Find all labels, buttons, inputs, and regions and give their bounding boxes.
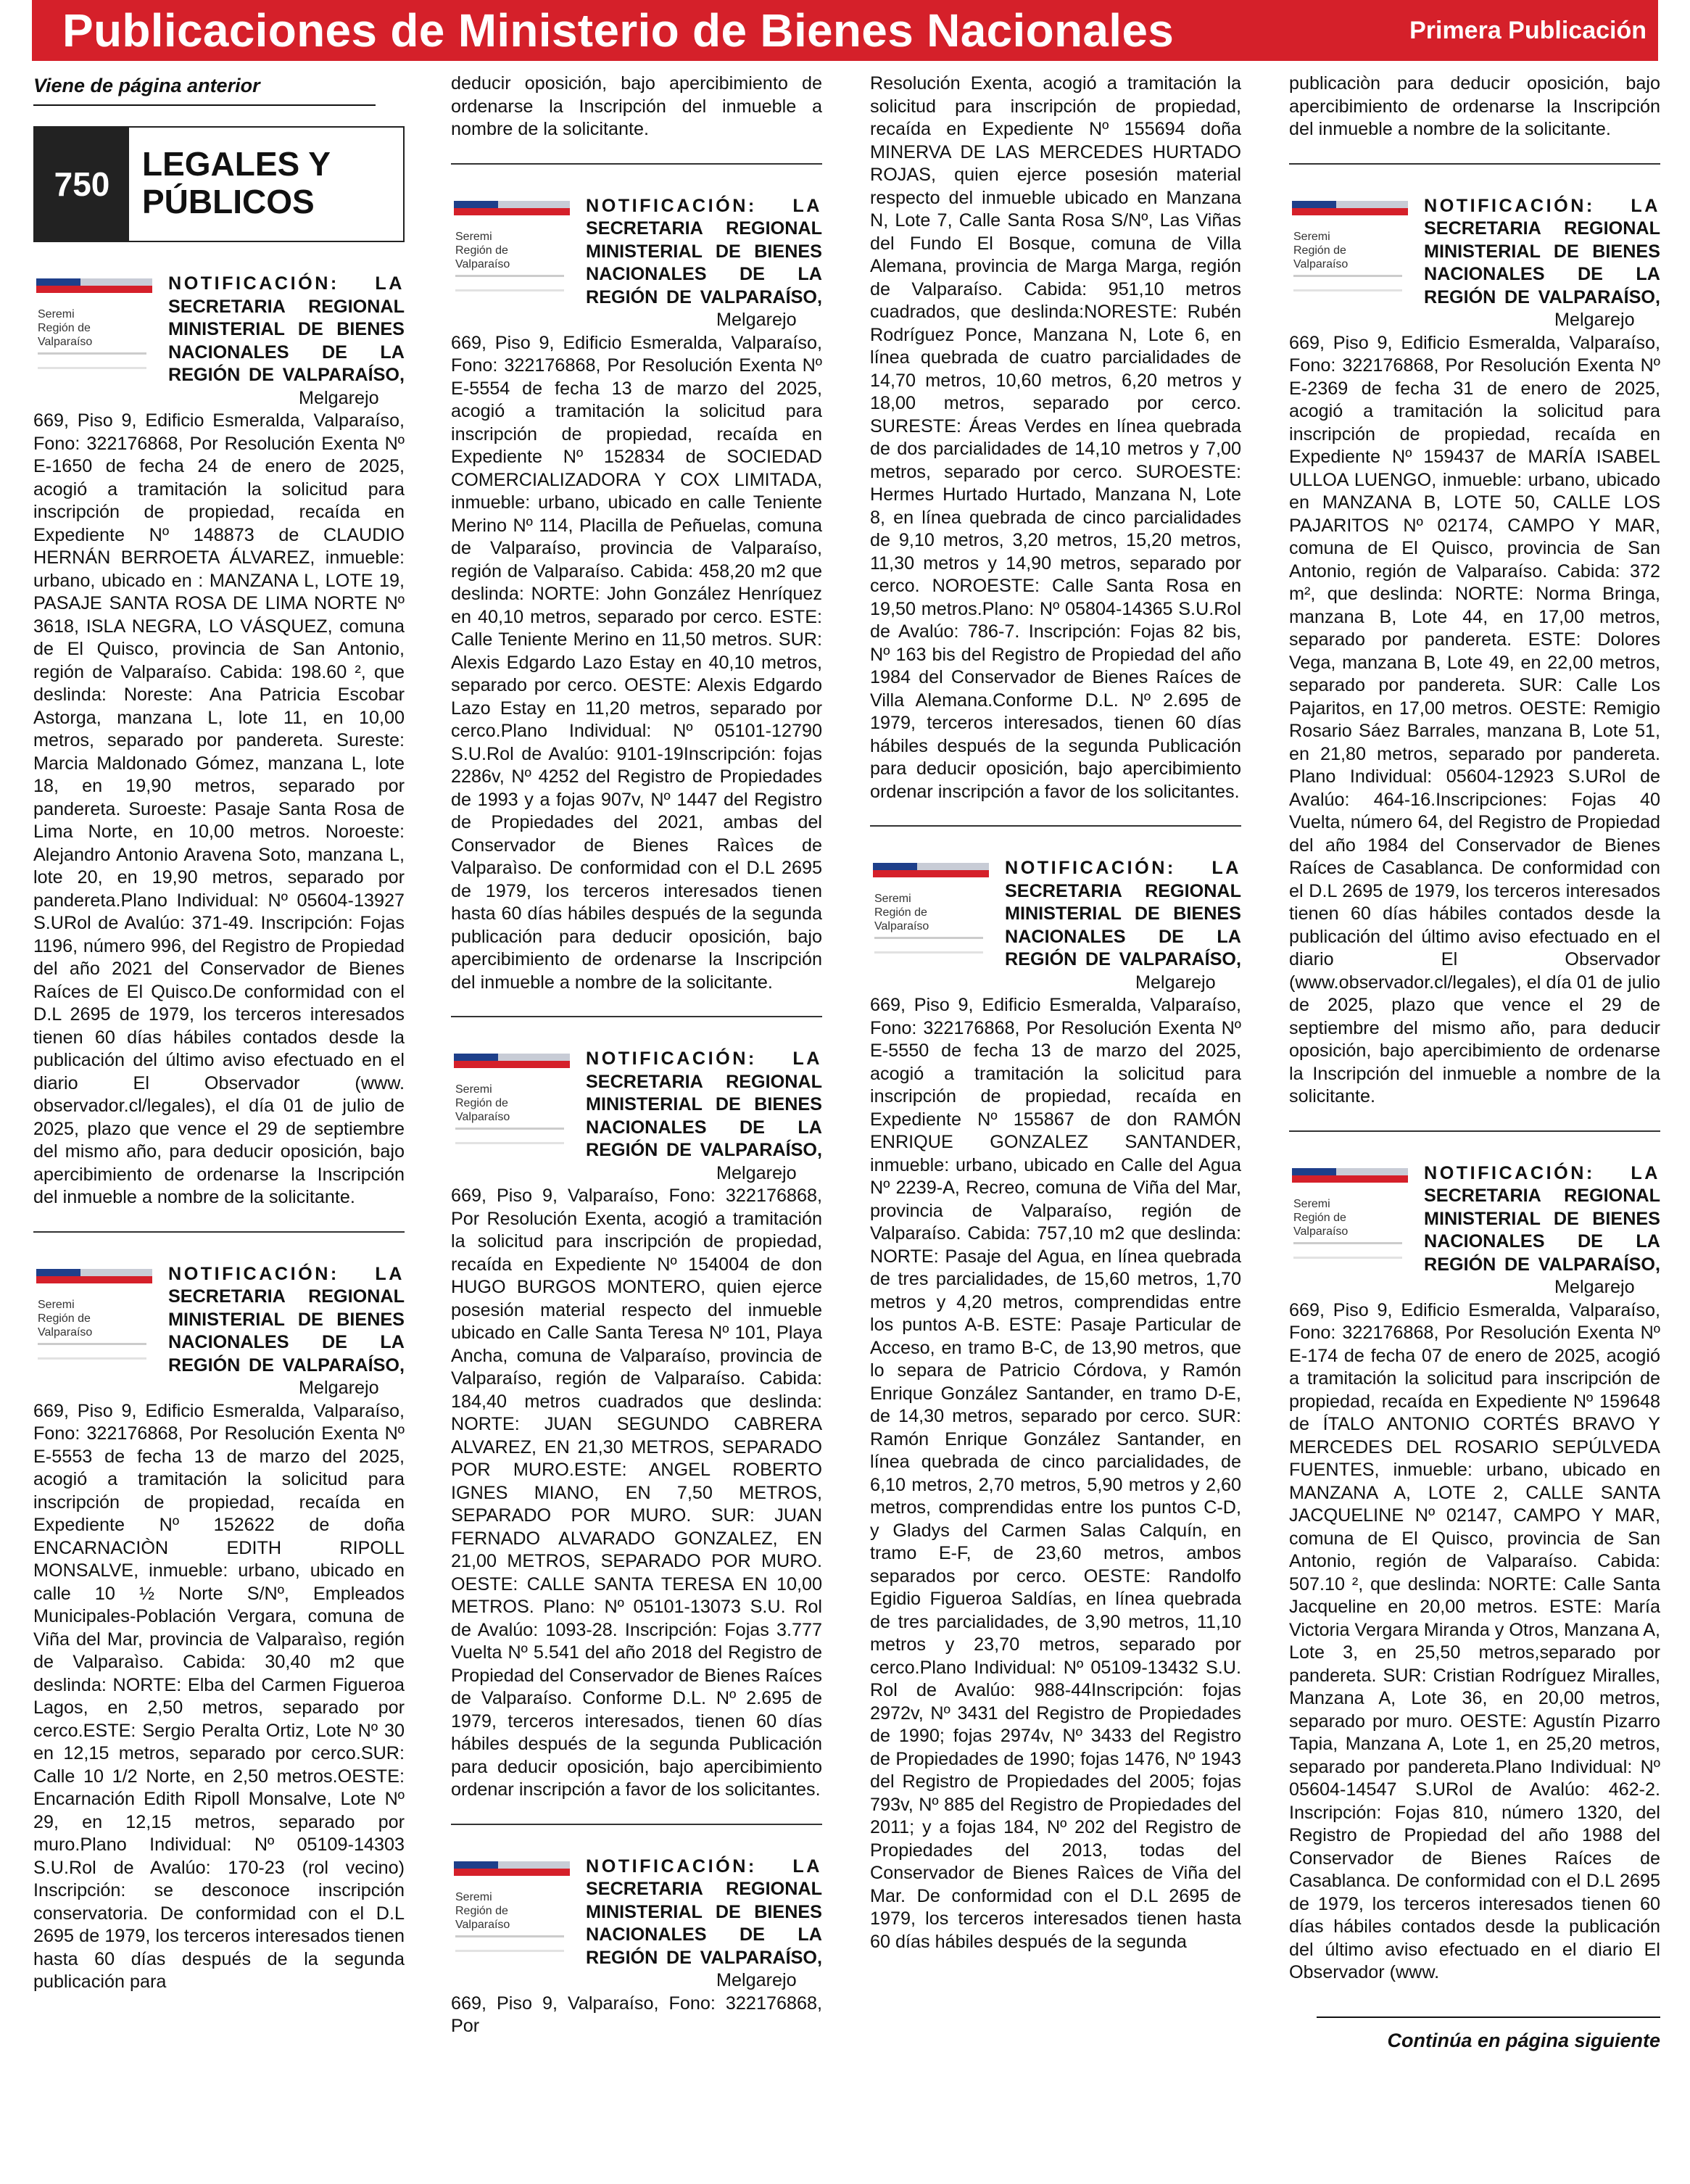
notice: Seremi Región de Valparaíso NOTIFICACIÓN: LA SECRETARIA REGIONAL MINISTERIAL DE BIENES NACIONALES DE LA REGIÓN DE VALPARAÍSO, Melgarejo 669, Piso 9, Edificio Esmeralda, Valparaíso, Fono: 322176868, Por Resolución Exenta Nº E-174 de fecha 07 de enero de 2025, acogió a tramitación la solicitud para inscripción de propiedad, recaída en Expediente Nº 159648 de ÍTALO ANTONIO CORTÉS BRAVO Y MERCEDES DEL ROSARIO SEPÚLVEDA FUENTES, inmueble: urbano, ubicado en MANZANA A, LOTE 2, CALLE SANTA JACQUELINE Nº 02147, CAMPO Y MAR, comuna de El Quisco, provincia de San Antonio, región de Valparaíso. Cabida: 507.10 ², que deslinda: NORTE: Calle Santa Jacqueline en 20,00 metros. ESTE: María Victoria Vergara Miranda y Otros, Manzana A, Lote 3, en 25,50 metros,separado por pandereta. SUR: Cristian Rodríguez Miralles, Manzana A, Lote 36, en 20,00 metros, separado por muro. OESTE: Agustín Pizarro Tapia, Manzana A, Lote 1, en 25,20 metros, separado por pandereta.Plano Individual: Nº 05604-14547 S.URol de Avalúo: 462-2. Inscripción: Fojas 810, número 1320, del Registro de Propiedad del año 1988 del Conservador de Bienes Raíces de Casablanca. De conformidad con el D.L 2695 de 1979, los terceros interesados tienen 60 días hábiles contados desde la publicación del último aviso efectuado en el diario El Observador (www.	[1289, 1132, 1660, 2006]
from-previous-page: Viene de página anterior	[33, 73, 376, 106]
notice-body: Melgarejo 669, Piso 9, Edificio Esmeralda, Valparaíso, Fono: 322176868, Por Resolución Exenta Nº E-5553 de fecha 13 de marzo del 2025, acogió a tramitación la solicitud para inscripción de propiedad, recaída en Expediente Nº 152622 de doña ENCARNACIÒN EDITH RIPOLL MONSALVE, inmueble: urbano, ubicado en calle 10 ½ Norte S/Nº, Empleados Municipales-Población Vergara, comuna de Viña del Mar, provincia de Valparaìso, región de Valparaìso. Cabida: 30,40 m2 que deslinda: NORTE: Elba del Carmen Figueroa Lagos, en 2,50 metros, separado por cerco.ESTE: Sergio Peralta Ortiz, Lote Nº 30 en 12,15 metros, separado por cerco.SUR: Calle 10 1/2 Norte, en 2,50 metros.OESTE: Encarnación Edith Ripoll Monsalve, Lote Nº 29, en 12,15 metros, separado por muro.Plano Individual: Nº 05109-14303 S.U.Rol de Avalúo: 170-23 (rol vecino) Inscripción: se desconoce inscripción conservatoria. De conformidad con el D.L 2695 de 1979, los terceros interesados tienen hasta 60 días después de la segunda publicación para	[33, 1378, 405, 1992]
flag-icon	[36, 1269, 152, 1283]
notice: Seremi Región de Valparaíso NOTIFICACIÓN: LA SECRETARIA REGIONAL MINISTERIAL DE BIENES NACIONALES DE LA REGIÓN DE VALPARAÍSO, Melgarejo 669, Piso 9, Edificio Esmeralda, Valparaíso, Fono: 322176868, Por Resolución Exenta Nº E-5553 de fecha 13 de marzo del 2025, acogió a tramitación la solicitud para inscripción de propiedad, recaída en Expediente Nº 152622 de doña ENCARNACIÒN EDITH RIPOLL MONSALVE, inmueble: urbano, ubicado en calle 10 ½ Norte S/Nº, Empleados Municipales-Población Vergara, comuna de Viña del Mar, provincia de Valparaìso, región de Valparaìso. Cabida: 30,40 m2 que deslinda: NORTE: Elba del Carmen Figueroa Lagos, en 2,50 metros, separado por cerco.ESTE: Sergio Peralta Ortiz, Lote Nº 30 en 12,15 metros, separado por cerco.SUR: Calle 10 1/2 Norte, en 2,50 metros.OESTE: Encarnación Edith Ripoll Monsalve, Lote Nº 29, en 12,15 metros, separado por muro.Plano Individual: Nº 05109-14303 S.U.Rol de Avalúo: 170-23 (rol vecino) Inscripción: se desconoce inscripción conservatoria. De conformidad con el D.L 2695 de 1979, los terceros interesados tienen hasta 60 días después de la segunda publicación para	[33, 1233, 405, 2016]
seremi-logo: Seremi Región de Valparaíso	[1289, 1162, 1414, 1281]
column-3	[870, 73, 1241, 1975]
column-2	[451, 73, 822, 2060]
seremi-logo: Seremi Región de Valparaíso	[451, 1856, 576, 1974]
section-number: 750	[35, 128, 129, 241]
continued-next-page: Continúa en página siguiente	[1317, 2017, 1660, 2053]
notice-body: Melgarejo 669, Piso 9, Edificio Esmeralda, Valparaíso, Fono: 322176868, Por Resolución Exenta Nº E-5550 de fecha 13 de marzo del 2025, acogió a tramitación la solicitud para inscripción de propiedad, recaída en Expediente Nº 155867 de don RAMÓN ENRIQUE GONZALEZ SANTANDER, inmueble: urbano, ubicado en Calle del Agua Nº 2239-A, Recreo, comuna de Viña del Mar, provincia de Valparaíso, región de Valparaíso. Cabida: 757,10 m2 que deslinda: NORTE: Pasaje del Agua, en línea quebrada de tres parcialidades, de 15,60 metros, 1,70 metros y 4,20 metros, comprendidas entre los puntos A-B. ESTE: Pasaje Particular de Acceso, en tramo B-C, de 13,90 metros, que lo separa de Patricio Córdova, y Ramón Enrique González Santander, en tramo D-E, de 14,30 metros, separado por cerco. SUR: Ramón Enrique González Santander, en línea quebrada de cinco parcialidades, de 6,10 metros, 2,70 metros, 5,90 metros y 2,60 metros, comprendidas entre los puntos C-D, y Gladys del Carmen Salas Calquín, en tramo E-F, de 23,60 metros, ambos separados por cerco. OESTE: Randolfo Egidio Figueroa Saldías, en línea quebrada de tres parcialidades, de 3,90 metros, 11,10 metros y 23,70 metros, separado por cerco.Plano Individual: Nº 05109-13432 S.U. Rol de Avalúo: 988-44Inscripción: fojas 2972v, Nº 3431 del Registro de Propiedades de 1990; fojas 2974v, Nº 3433 del Registro de Propiedades de 1990; fojas 1476, Nº 1943 del Registro de Propiedades del 2005; fojas 793v, Nº 885 del Registro de Propiedades del 2011; y a fojas 184, Nº 202 del Registro de Propiedades del 2013, todas del Conservador de Bienes Raìces de Viña del Mar. De conformidad con el D.L 2695 de 1979, los terceros interesados tienen hasta 60 días hábiles después de la segunda	[870, 972, 1241, 1952]
seremi-logo: Seremi Región de Valparaíso	[451, 195, 576, 314]
flag-icon	[1292, 201, 1408, 215]
flag-icon	[1292, 1168, 1408, 1183]
flag-icon	[454, 1861, 570, 1876]
notice-body: Melgarejo 669, Piso 9, Edificio Esmeralda, Valparaíso, Fono: 322176868, Por Resolución Exenta Nº E-5554 de fecha 13 de marzo del 2025, acogió a tramitación la solicitud para inscripción de propiedad, recaída en Expediente Nº 152834 de SOCIEDAD COMERCIALIZADORA Y COX LIMITADA, inmueble: urbano, ubicado en calle Teniente Merino Nº 114, Placilla de Peñuelas, comuna de Valparaíso, provincia de Valparaíso, región de Valparaíso. Cabida: 458,20 m2 que deslinda: NORTE: John González Henríquez en 40,10 metros, separado por cerco. ESTE: Calle Teniente Merino en 11,50 metros. SUR: Alexis Edgardo Lazo Estay en 40,10 metros, separado por cerco. OESTE: Alexis Edgardo Lazo Estay en 11,20 metros, separado por cerco.Plano Individual: Nº 05101-12790 S.U.Rol de Avalúo: 9101-19Inscripción: fojas 2286v, Nº 4252 del Registro de Propiedades de 1993 y a fojas 907v, Nº 1447 del Registro de Propiedades del 2021, ambas del Conservador de Bienes Raìces de Valparaìso. De conformidad con el D.L 2695 de 1979, los terceros interesados tienen hasta 60 días hábiles después de la segunda publicación para deducir oposición, bajo apercibimiento de ordenarse la Inscripción del inmueble a nombre de la solicitante.	[451, 310, 822, 993]
notice-body: Melgarejo 669, Piso 9, Valparaíso, Fono: 322176868, Por	[451, 1970, 822, 2036]
seremi-logo: Seremi Región de Valparaíso	[1289, 195, 1414, 314]
notice: Seremi Región de Valparaíso NOTIFICACIÓN: LA SECRETARIA REGIONAL MINISTERIAL DE BIENES NACIONALES DE LA REGIÓN DE VALPARAÍSO, Melgarejo 669, Piso 9, Edificio Esmeralda, Valparaíso, Fono: 322176868, Por Resolución Exenta Nº E-1650 de fecha 24 de enero de 2025, acogió a tramitación la solicitud para inscripción de propiedad, recaída en Expediente Nº 148873 de CLAUDIO HERNÁN BERROETA ÁLVAREZ, inmueble: urbano, ubicado en : MANZANA L, LOTE 19, PASAJE SANTA ROSA DE LIMA NORTE Nº 3618, ISLA NEGRA, LO VÁSQUEZ, comuna de El Quisco, provincia de San Antonio, región de Valparaíso. Cabida: 198.60 ², que deslinda: Noreste: Ana Patricia Escobar Astorga, manzana L, lote 11, en 10,00 metros, separado por pandereta. Sureste: Marcia Maldonado Gómez, manzana L, lote 18, en 19,90 metros, separado por pandereta. Suroeste: Pasaje Santa Rosa de Lima Norte, en 10,00 metros. Noroeste: Alejandro Antonio Aravena Soto, manzana L, lote 20, en 19,90 metros, separado por pandereta.Plano Individual: Nº 05604-13927 S.URol de Avalúo: 371-49. Inscripción: Fojas 1196, número 996, del Registro de Propiedad del año 2021 del Conservador de Bienes Raíces de El Quisco.De conformidad con el D.L 2695 de 1979, los terceros interesados tienen 60 días hábiles contados desde la publicación del último aviso efectuado en el diario El Observador (www. observador.cl/legales), el día 01 de julio de 2025, plazo que vence el 29 de septiembre del mismo año, para deducir oposición, bajo apercibimiento de ordenarse la Inscripción del inmueble a nombre de la solicitante.	[33, 242, 405, 1233]
seremi-logo: Seremi Región de Valparaíso	[33, 1263, 158, 1382]
header-banner	[32, 0, 1658, 61]
notice-body: Melgarejo 669, Piso 9, Edificio Esmeralda, Valparaíso, Fono: 322176868, Por Resolución Exenta Nº E-2369 de fecha 31 de enero de 2025, acogió a tramitación la solicitud para inscripción de propiedad, recaída en Expediente Nº 159437 de MARÍA ISABEL ULLOA LUENGO, inmueble: urbano, ubicado en MANZANA B, LOTE 50, CALLE LOS PAJARITOS Nº 02174, CAMPO Y MAR, comuna de El Quisco, provincia de San Antonio, región de Valparaíso. Cabida: 372 m², que deslinda: NORTE: Norma Bringa, manzana B, Lote 44, en 17,00 metros, separado por pandereta. ESTE: Dolores Vega, manzana B, Lote 49, en 22,00 metros, separado por pandereta. SUR: Calle Los Pajaritos, en 17,00 metros. OESTE: Remigio Rosario Sáez Barrales, manzana B, Lote 51, en 21,80 metros, separado por pandereta. Plano Individual: 05604-12923 S.URol de Avalúo: 464-16.Inscripciones: Fojas 40 Vuelta, número 64, del Registro de Propiedad del año 1984 del Conservador de Bienes Raíces de Casablanca. De conformidad con el D.L 2695 de 1979, los terceros interesados tienen 60 días hábiles contados desde la publicación del último aviso efectuado en el diario El Observador (www.observador.cl/legales), el día 01 de julio de 2025, plazo que vence el 29 de septiembre del mismo año, para deducir oposición, bajo apercibimiento de ordenarse la Inscripción del inmueble a nombre de la solicitante.	[1289, 310, 1660, 1107]
notice: Seremi Región de Valparaíso NOTIFICACIÓN: LA SECRETARIA REGIONAL MINISTERIAL DE BIENES NACIONALES DE LA REGIÓN DE VALPARAÍSO, Melgarejo 669, Piso 9, Edificio Esmeralda, Valparaíso, Fono: 322176868, Por Resolución Exenta Nº E-2369 de fecha 31 de enero de 2025, acogió a tramitación la solicitud para inscripción de propiedad, recaída en Expediente Nº 159437 de MARÍA ISABEL ULLOA LUENGO, inmueble: urbano, ubicado en MANZANA B, LOTE 50, CALLE LOS PAJARITOS Nº 02174, CAMPO Y MAR, comuna de El Quisco, provincia de San Antonio, región de Valparaíso. Cabida: 372 m², que deslinda: NORTE: Norma Bringa, manzana B, Lote 44, en 17,00 metros, separado por pandereta. ESTE: Dolores Vega, manzana B, Lote 49, en 22,00 metros, separado por pandereta. SUR: Calle Los Pajaritos, en 17,00 metros. OESTE: Remigio Rosario Sáez Barrales, manzana B, Lote 51, en 21,80 metros, separado por pandereta. Plano Individual: 05604-12923 S.URol de Avalúo: 464-16.Inscripciones: Fojas 40 Vuelta, número 64, del Registro de Propiedad del año 1984 del Conservador de Bienes Raíces de Casablanca. De conformidad con el D.L 2695 de 1979, los terceros interesados tienen 60 días hábiles contados desde la publicación del último aviso efectuado en el diario El Observador (www.observador.cl/legales), el día 01 de julio de 2025, plazo que vence el 29 de septiembre del mismo año, para deducir oposición, bajo apercibimiento de ordenarse la Inscripción del inmueble a nombre de la solicitante.	[1289, 165, 1660, 1132]
column-1	[33, 73, 405, 2016]
notice: Seremi Región de Valparaíso NOTIFICACIÓN: LA SECRETARIA REGIONAL MINISTERIAL DE BIENES NACIONALES DE LA REGIÓN DE VALPARAÍSO, Melgarejo 669, Piso 9, Valparaíso, Fono: 322176868, Por Resolución Exenta, acogió a tramitación la solicitud para inscripción de propiedad, recaída en Expediente Nº 154004 de don HUGO BURGOS MONTERO, quien ejerce posesión material respecto del inmueble ubicado en Calle Santa Teresa Nº 101, Playa Ancha, comuna de Valparaíso, provincia de Valparaíso, región de Valparaíso. Cabida: 184,40 metros cuadrados que deslinda: NORTE: JUAN SEGUNDO CABRERA ALVAREZ, EN 21,30 METROS, SEPARADO POR MURO.ESTE: ANGEL ROBERTO IGNES MIANO, EN 7,50 METROS, SEPARADO POR MURO. SUR: JUAN FERNADO ALVARADO GONZALEZ, EN 21,00 METROS, SEPARADO POR MURO. OESTE: CALLE SANTA TERESA EN 10,00 METROS. Plano: Nº 05101-13073 S.U. Rol de Avalúo: 1093-28. Inscripción: Fojas 3.777 Vuelta Nº 5.541 del año 2018 del Registro de Propiedad del Conservador de Bienes Raíces de Valparaíso. Conforme D.L. Nº 2.695 de 1979, terceros interesados, tienen 60 días hábiles después de la segunda Publicación para deducir oposición, bajo apercibimiento ordenar inscripción a favor de los solicitantes.	[451, 1017, 822, 1825]
continued-text: deducir oposición, bajo apercibimiento de ordenarse la Inscripción del inmueble a nombre de la solicitante.	[451, 73, 822, 165]
seremi-logo: Seremi Región de Valparaíso	[33, 273, 158, 392]
notice: Seremi Región de Valparaíso NOTIFICACIÓN: LA SECRETARIA REGIONAL MINISTERIAL DE BIENES NACIONALES DE LA REGIÓN DE VALPARAÍSO, Melgarejo 669, Piso 9, Edificio Esmeralda, Valparaíso, Fono: 322176868, Por Resolución Exenta Nº E-5554 de fecha 13 de marzo del 2025, acogió a tramitación la solicitud para inscripción de propiedad, recaída en Expediente Nº 152834 de SOCIEDAD COMERCIALIZADORA Y COX LIMITADA, inmueble: urbano, ubicado en calle Teniente Merino Nº 114, Placilla de Peñuelas, comuna de Valparaíso, provincia de Valparaíso, región de Valparaíso. Cabida: 458,20 m2 que deslinda: NORTE: John González Henríquez en 40,10 metros, separado por cerco. ESTE: Calle Teniente Merino en 11,50 metros. SUR: Alexis Edgardo Lazo Estay en 40,10 metros, separado por cerco. OESTE: Alexis Edgardo Lazo Estay en 11,20 metros, separado por cerco.Plano Individual: Nº 05101-12790 S.U.Rol de Avalúo: 9101-19Inscripción: fojas 2286v, Nº 4252 del Registro de Propiedades de 1993 y a fojas 907v, Nº 1447 del Registro de Propiedades del 2021, ambas del Conservador de Bienes Raìces de Valparaìso. De conformidad con el D.L 2695 de 1979, los terceros interesados tienen hasta 60 días hábiles después de la segunda publicación para deducir oposición, bajo apercibimiento de ordenarse la Inscripción del inmueble a nombre de la solicitante.	[451, 165, 822, 1018]
notice-body: Melgarejo 669, Piso 9, Valparaíso, Fono: 322176868, Por Resolución Exenta, acogió a tramitación la solicitud para inscripción de propiedad, recaída en Expediente Nº 154004 de don HUGO BURGOS MONTERO, quien ejerce posesión material respecto del inmueble ubicado en Calle Santa Teresa Nº 101, Playa Ancha, comuna de Valparaíso, provincia de Valparaíso, región de Valparaíso. Cabida: 184,40 metros cuadrados que deslinda: NORTE: JUAN SEGUNDO CABRERA ALVAREZ, EN 21,30 METROS, SEPARADO POR MURO.ESTE: ANGEL ROBERTO IGNES MIANO, EN 7,50 METROS, SEPARADO POR MURO. SUR: JUAN FERNADO ALVARADO GONZALEZ, EN 21,00 METROS, SEPARADO POR MURO. OESTE: CALLE SANTA TERESA EN 10,00 METROS. Plano: Nº 05101-13073 S.U. Rol de Avalúo: 1093-28. Inscripción: Fojas 3.777 Vuelta Nº 5.541 del año 2018 del Registro de Propiedad del Conservador de Bienes Raíces de Valparaíso. Conforme D.L. Nº 2.695 de 1979, terceros interesados, tienen 60 días hábiles después de la segunda Publicación para deducir oposición, bajo apercibimiento ordenar inscripción a favor de los solicitantes.	[451, 1162, 822, 1800]
column-4	[1289, 73, 1660, 2053]
page-title: Publicaciones de Ministerio de Bienes Nacionales	[62, 4, 1175, 57]
publication-label: Primera Publicación	[1409, 17, 1646, 44]
notice-body: Melgarejo 669, Piso 9, Edificio Esmeralda, Valparaíso, Fono: 322176868, Por Resolución Exenta Nº E-1650 de fecha 24 de enero de 2025, acogió a tramitación la solicitud para inscripción de propiedad, recaída en Expediente Nº 148873 de CLAUDIO HERNÁN BERROETA ÁLVAREZ, inmueble: urbano, ubicado en : MANZANA L, LOTE 19, PASAJE SANTA ROSA DE LIMA NORTE Nº 3618, ISLA NEGRA, LO VÁSQUEZ, comuna de El Quisco, provincia de San Antonio, región de Valparaíso. Cabida: 198.60 ², que deslinda: Noreste: Ana Patricia Escobar Astorga, manzana L, lote 11, en 10,00 metros, separado por pandereta. Sureste: Marcia Maldonado Gómez, manzana L, lote 18, en 19,90 metros, separado por pandereta. Suroeste: Pasaje Santa Rosa de Lima Norte, en 10,00 metros. Noroeste: Alejandro Antonio Aravena Soto, manzana L, lote 20, en 19,90 metros, separado por pandereta.Plano Individual: Nº 05604-13927 S.URol de Avalúo: 371-49. Inscripción: Fojas 1196, número 996, del Registro de Propiedad del año 2021 del Conservador de Bienes Raíces de El Quisco.De conformidad con el D.L 2695 de 1979, los terceros interesados tienen 60 días hábiles contados desde la publicación del último aviso efectuado en el diario El Observador (www. observador.cl/legales), el día 01 de julio de 2025, plazo que vence el 29 de septiembre del mismo año, para deducir oposición, bajo apercibimiento de ordenarse la Inscripción del inmueble a nombre de la solicitante.	[33, 387, 405, 1207]
seremi-logo: Seremi Región de Valparaíso	[870, 857, 995, 976]
notice: Seremi Región de Valparaíso NOTIFICACIÓN: LA SECRETARIA REGIONAL MINISTERIAL DE BIENES NACIONALES DE LA REGIÓN DE VALPARAÍSO, Melgarejo 669, Piso 9, Edificio Esmeralda, Valparaíso, Fono: 322176868, Por Resolución Exenta Nº E-5550 de fecha 13 de marzo del 2025, acogió a tramitación la solicitud para inscripción de propiedad, recaída en Expediente Nº 155867 de don RAMÓN ENRIQUE GONZALEZ SANTANDER, inmueble: urbano, ubicado en Calle del Agua Nº 2239-A, Recreo, comuna de Viña del Mar, provincia de Valparaíso, región de Valparaíso. Cabida: 757,10 m2 que deslinda: NORTE: Pasaje del Agua, en línea quebrada de tres parcialidades, de 15,60 metros, 1,70 metros y 4,20 metros, comprendidas entre los puntos A-B. ESTE: Pasaje Particular de Acceso, en tramo B-C, de 13,90 metros, que lo separa de Patricio Córdova, y Ramón Enrique González Santander, en tramo D-E, de 14,30 metros, separado por cerco. SUR: Ramón Enrique González Santander, en línea quebrada de cinco parcialidades, de 6,10 metros, 2,70 metros, 5,90 metros y 2,60 metros, comprendidas entre los puntos C-D, y Gladys del Carmen Salas Calquín, en tramo E-F, de 23,60 metros, ambos separados por cerco. OESTE: Randolfo Egidio Figueroa Saldías, en línea quebrada de tres parcialidades, de 3,90 metros, 11,10 metros y 23,70 metros, separado por cerco.Plano Individual: Nº 05109-13432 S.U. Rol de Avalúo: 988-44Inscripción: fojas 2972v, Nº 3431 del Registro de Propiedades de 1990; fojas 2974v, Nº 3433 del Registro de Propiedades de 1990; fojas 1476, Nº 1943 del Registro de Propiedades del 2005; fojas 793v, Nº 885 del Registro de Propiedades del 2011; y a fojas 184, Nº 202 del Registro de Propiedades del 2013, todas del Conservador de Bienes Raìces de Viña del Mar. De conformidad con el D.L 2695 de 1979, los terceros interesados tienen hasta 60 días hábiles después de la segunda	[870, 827, 1241, 1975]
flag-icon	[454, 1054, 570, 1068]
notice-body: Melgarejo 669, Piso 9, Edificio Esmeralda, Valparaíso, Fono: 322176868, Por Resolución Exenta Nº E-174 de fecha 07 de enero de 2025, acogió a tramitación la solicitud para inscripción de propiedad, recaída en Expediente Nº 159648 de ÍTALO ANTONIO CORTÉS BRAVO Y MERCEDES DEL ROSARIO SEPÚLVEDA FUENTES, inmueble: urbano, ubicado en MANZANA A, LOTE 2, CALLE SANTA JACQUELINE Nº 02147, CAMPO Y MAR, comuna de El Quisco, provincia de San Antonio, región de Valparaíso. Cabida: 507.10 ², que deslinda: NORTE: Calle Santa Jacqueline en 20,00 metros. ESTE: María Victoria Vergara Miranda y Otros, Manzana A, Lote 3, en 25,50 metros,separado por pandereta. SUR: Cristian Rodríguez Miralles, Manzana A, Lote 36, en 20,00 metros, separado por muro. OESTE: Agustín Pizarro Tapia, Manzana A, Lote 1, en 25,20 metros, separado por pandereta.Plano Individual: Nº 05604-14547 S.URol de Avalúo: 462-2. Inscripción: Fojas 810, número 1320, del Registro de Propiedad del año 1988 del Conservador de Bienes Raíces de Casablanca. De conformidad con el D.L 2695 de 1979, los terceros interesados tienen 60 días hábiles contados desde la publicación del último aviso efectuado en el diario El Observador (www.	[1289, 1277, 1660, 1982]
continued-text: publicaciòn para deducir oposición, bajo apercibimiento de ordenarse la Inscripción del inmueble a nombre de la solicitante.	[1289, 73, 1660, 165]
section-label: LEGALES Y PÚBLICOS	[142, 145, 331, 220]
flag-icon	[36, 278, 152, 293]
flag-icon	[873, 863, 989, 877]
continued-text: Resolución Exenta, acogió a tramitación la solicitud para inscripción de propiedad, recaída en Expediente Nº 155694 doña MINERVA DE LAS MERCEDES HURTADO ROJAS, quien ejerce posesión material respecto del inmueble ubicado en Manzana N, Lote 7, Calle Santa Rosa S/Nº, Las Viñas del Fundo El Bosque, comuna de Villa Alemana, provincia de Marga Marga, región de Valparaíso. Cabida: 951,10 metros cuadrados, que deslinda:NORESTE: Rubén Rodríguez Ponce, Manzana N, Lote 6, en línea quebrada de cuatro parcialidades de 14,70 metros, 10,60 metros, 6,20 metros y 18,00 metros, separado por cerco. SURESTE: Áreas Verdes en línea quebrada de dos parcialidades de 14,10 metros y 7,00 metros, separado por cerco. SUROESTE: Hermes Hurtado Hurtado, Manzana N, Lote 8, en línea quebrada de cinco parcialidades de 9,10 metros, 3,20 metros, 15,20 metros, 11,30 metros y 14,90 metros, separado por cerco. NOROESTE: Calle Santa Rosa en 19,50 metros.Plano: Nº 05804-14365 S.U.Rol de Avalúo: 786-7. Inscripción: Fojas 82 bis, Nº 163 bis del Registro de Propiedad del año 1984 del Conservador de Bienes Raíces de Villa Alemana.Conforme D.L. Nº 2.695 de 1979, terceros interesados, tienen 60 días hábiles después de la segunda Publicación para deducir oposición, bajo apercibimiento ordenar inscripción a favor de los solicitantes.	[870, 73, 1241, 827]
flag-icon	[454, 201, 570, 215]
notice: Seremi Región de Valparaíso NOTIFICACIÓN: LA SECRETARIA REGIONAL MINISTERIAL DE BIENES NACIONALES DE LA REGIÓN DE VALPARAÍSO, Melgarejo 669, Piso 9, Valparaíso, Fono: 322176868, Por	[451, 1825, 822, 2060]
seremi-logo: Seremi Región de Valparaíso	[451, 1048, 576, 1167]
section-box	[33, 126, 405, 242]
